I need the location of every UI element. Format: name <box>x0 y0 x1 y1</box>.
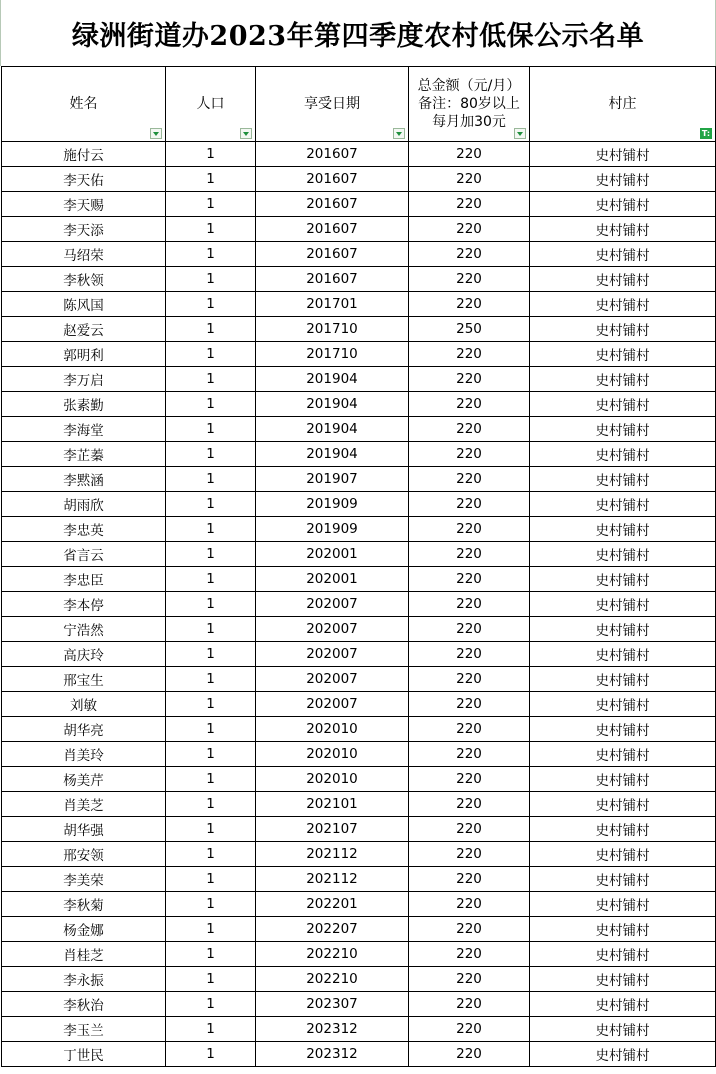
cell-name[interactable]: 高庆玲 <box>2 642 166 667</box>
cell-amount[interactable]: 220 <box>409 717 530 742</box>
table-row <box>2 242 716 267</box>
cell-village[interactable]: 史村铺村 <box>530 792 716 817</box>
dropdown-arrow-icon <box>153 132 159 136</box>
cell-population[interactable]: 1 <box>166 392 256 417</box>
cell-village[interactable]: 史村铺村 <box>530 167 716 192</box>
cell-village[interactable]: 史村铺村 <box>530 267 716 292</box>
table-row <box>2 442 716 467</box>
cell-start-date[interactable]: 201909 <box>256 517 409 542</box>
cell-name[interactable]: 省言云 <box>2 542 166 567</box>
cell-amount[interactable]: 220 <box>409 767 530 792</box>
cell-village[interactable]: 史村铺村 <box>530 617 716 642</box>
cell-name[interactable]: 肖桂芝 <box>2 942 166 967</box>
cell-start-date[interactable]: 202201 <box>256 892 409 917</box>
column-header-label: 享受日期 <box>304 96 360 112</box>
cell-name[interactable]: 李忠臣 <box>2 567 166 592</box>
cell-amount[interactable]: 220 <box>409 1017 530 1042</box>
cell-amount[interactable]: 220 <box>409 742 530 767</box>
cell-population[interactable]: 1 <box>166 492 256 517</box>
table-row <box>2 642 716 667</box>
cell-amount[interactable]: 220 <box>409 942 530 967</box>
cell-name[interactable]: 李秋领 <box>2 267 166 292</box>
cell-start-date[interactable]: 202112 <box>256 867 409 892</box>
cell-amount[interactable]: 220 <box>409 417 530 442</box>
cell-amount[interactable]: 220 <box>409 217 530 242</box>
cell-name[interactable]: 李本停 <box>2 592 166 617</box>
cell-start-date[interactable]: 201701 <box>256 292 409 317</box>
cell-amount[interactable]: 220 <box>409 167 530 192</box>
table-row <box>2 792 716 817</box>
cell-start-date[interactable]: 201607 <box>256 217 409 242</box>
cell-population[interactable]: 1 <box>166 542 256 567</box>
cell-village[interactable]: 史村铺村 <box>530 967 716 992</box>
cell-population[interactable]: 1 <box>166 567 256 592</box>
table-row <box>2 342 716 367</box>
cell-amount[interactable]: 250 <box>409 317 530 342</box>
table-row <box>2 492 716 517</box>
cell-name[interactable]: 李万启 <box>2 367 166 392</box>
cell-name[interactable]: 李玉兰 <box>2 1017 166 1042</box>
cell-start-date[interactable]: 201907 <box>256 467 409 492</box>
cell-village[interactable]: 史村铺村 <box>530 417 716 442</box>
column-header-amount <box>409 67 530 142</box>
cell-amount[interactable]: 220 <box>409 442 530 467</box>
cell-amount[interactable]: 220 <box>409 142 530 167</box>
cell-amount[interactable]: 220 <box>409 292 530 317</box>
cell-village[interactable]: 史村铺村 <box>530 567 716 592</box>
table-row <box>2 392 716 417</box>
cell-amount[interactable]: 220 <box>409 617 530 642</box>
table-row <box>2 1042 716 1067</box>
cell-village[interactable]: 史村铺村 <box>530 242 716 267</box>
dropdown-arrow-icon <box>243 132 249 136</box>
cell-name[interactable]: 李芷蓁 <box>2 442 166 467</box>
filter-dropdown-start-date[interactable] <box>393 128 405 139</box>
cell-population[interactable]: 1 <box>166 167 256 192</box>
cell-population[interactable]: 1 <box>166 467 256 492</box>
table-row <box>2 142 716 167</box>
column-header-label: 村庄 <box>608 96 637 112</box>
cell-village[interactable]: 史村铺村 <box>530 517 716 542</box>
cell-start-date[interactable]: 201607 <box>256 167 409 192</box>
cell-village[interactable]: 史村铺村 <box>530 642 716 667</box>
table-row <box>2 317 716 342</box>
cell-amount[interactable]: 220 <box>409 467 530 492</box>
cell-population[interactable]: 1 <box>166 142 256 167</box>
column-header-label-line3: 每月加30元 <box>432 114 506 130</box>
cell-start-date[interactable]: 201909 <box>256 492 409 517</box>
table-row <box>2 292 716 317</box>
cell-population[interactable]: 1 <box>166 342 256 367</box>
cell-population[interactable]: 1 <box>166 892 256 917</box>
cell-population[interactable]: 1 <box>166 292 256 317</box>
cell-village[interactable]: 史村铺村 <box>530 842 716 867</box>
cell-start-date[interactable]: 202307 <box>256 992 409 1017</box>
table-row <box>2 917 716 942</box>
filter-dropdown-amount[interactable] <box>514 128 526 139</box>
table-row <box>2 967 716 992</box>
cell-start-date[interactable]: 202007 <box>256 667 409 692</box>
cell-amount[interactable]: 220 <box>409 192 530 217</box>
cell-start-date[interactable]: 202112 <box>256 842 409 867</box>
table-row <box>2 717 716 742</box>
table-row <box>2 867 716 892</box>
cell-amount[interactable]: 220 <box>409 892 530 917</box>
cell-start-date[interactable]: 202010 <box>256 717 409 742</box>
cell-population[interactable]: 1 <box>166 692 256 717</box>
cell-amount[interactable]: 220 <box>409 692 530 717</box>
cell-start-date[interactable]: 202007 <box>256 592 409 617</box>
cell-start-date[interactable]: 202007 <box>256 692 409 717</box>
cell-name[interactable]: 肖美玲 <box>2 742 166 767</box>
cell-start-date[interactable]: 201710 <box>256 317 409 342</box>
cell-start-date[interactable]: 201904 <box>256 442 409 467</box>
cell-population[interactable]: 1 <box>166 942 256 967</box>
table-row <box>2 667 716 692</box>
cell-name[interactable]: 李天添 <box>2 217 166 242</box>
table-row <box>2 817 716 842</box>
table-row <box>2 267 716 292</box>
cell-amount[interactable]: 220 <box>409 642 530 667</box>
cell-start-date[interactable]: 202001 <box>256 567 409 592</box>
cell-population[interactable]: 1 <box>166 867 256 892</box>
cell-start-date[interactable]: 201607 <box>256 242 409 267</box>
cell-name[interactable]: 邢安领 <box>2 842 166 867</box>
table-row <box>2 742 716 767</box>
cell-population[interactable]: 1 <box>166 767 256 792</box>
cell-name[interactable]: 赵爱云 <box>2 317 166 342</box>
cell-name[interactable]: 李秋治 <box>2 992 166 1017</box>
table-row <box>2 1017 716 1042</box>
table-row <box>2 542 716 567</box>
cell-amount[interactable]: 220 <box>409 242 530 267</box>
cell-population[interactable]: 1 <box>166 517 256 542</box>
cell-start-date[interactable]: 201710 <box>256 342 409 367</box>
cell-name[interactable]: 郭明利 <box>2 342 166 367</box>
cell-name[interactable]: 李美荣 <box>2 867 166 892</box>
column-header-label-line1: 总金额（元/月） <box>417 78 521 94</box>
table-row <box>2 592 716 617</box>
cell-population[interactable]: 1 <box>166 917 256 942</box>
cell-amount[interactable]: 220 <box>409 842 530 867</box>
column-header-label-line2: 备注：80岁以上 <box>418 96 520 112</box>
table-row <box>2 892 716 917</box>
cell-village[interactable]: 史村铺村 <box>530 742 716 767</box>
cell-population[interactable]: 1 <box>166 792 256 817</box>
cell-amount[interactable]: 220 <box>409 542 530 567</box>
cell-name[interactable]: 李忠英 <box>2 517 166 542</box>
cell-village[interactable]: 史村铺村 <box>530 542 716 567</box>
cell-amount[interactable]: 220 <box>409 592 530 617</box>
cell-village[interactable]: 史村铺村 <box>530 367 716 392</box>
cell-amount[interactable]: 220 <box>409 517 530 542</box>
cell-name[interactable]: 杨美芹 <box>2 767 166 792</box>
cell-village[interactable]: 史村铺村 <box>530 767 716 792</box>
cell-amount[interactable]: 220 <box>409 492 530 517</box>
cell-amount[interactable]: 220 <box>409 1042 530 1067</box>
cell-start-date[interactable]: 201607 <box>256 267 409 292</box>
cell-name[interactable]: 李天佑 <box>2 167 166 192</box>
cell-name[interactable]: 胡华强 <box>2 817 166 842</box>
filter-dropdown-name[interactable] <box>150 128 162 139</box>
table-row <box>2 767 716 792</box>
filter-active-icon: T: <box>701 128 711 138</box>
cell-amount[interactable]: 220 <box>409 367 530 392</box>
cell-population[interactable]: 1 <box>166 417 256 442</box>
table-row <box>2 692 716 717</box>
cell-start-date[interactable]: 202107 <box>256 817 409 842</box>
cell-population[interactable]: 1 <box>166 642 256 667</box>
cell-start-date[interactable]: 202007 <box>256 617 409 642</box>
cell-population[interactable]: 1 <box>166 442 256 467</box>
cell-amount[interactable]: 220 <box>409 817 530 842</box>
cell-name[interactable]: 杨金娜 <box>2 917 166 942</box>
cell-population[interactable]: 1 <box>166 1042 256 1067</box>
cell-amount[interactable]: 220 <box>409 792 530 817</box>
cell-village[interactable]: 史村铺村 <box>530 217 716 242</box>
column-header-label: 姓名 <box>69 96 98 112</box>
cell-population[interactable]: 1 <box>166 842 256 867</box>
cell-name[interactable]: 施付云 <box>2 142 166 167</box>
cell-name[interactable]: 李海堂 <box>2 417 166 442</box>
cell-name[interactable]: 宁浩然 <box>2 617 166 642</box>
filter-dropdown-population[interactable] <box>240 128 252 139</box>
cell-population[interactable]: 1 <box>166 992 256 1017</box>
cell-name[interactable]: 胡雨欣 <box>2 492 166 517</box>
cell-amount[interactable]: 220 <box>409 392 530 417</box>
cell-village[interactable]: 史村铺村 <box>530 817 716 842</box>
table-row <box>2 942 716 967</box>
dropdown-arrow-icon <box>517 132 523 136</box>
cell-amount[interactable]: 220 <box>409 567 530 592</box>
cell-village[interactable]: 史村铺村 <box>530 592 716 617</box>
cell-start-date[interactable]: 202210 <box>256 967 409 992</box>
cell-population[interactable]: 1 <box>166 317 256 342</box>
column-header-label: 人口 <box>196 96 225 112</box>
cell-name[interactable]: 李黙涵 <box>2 467 166 492</box>
cell-start-date[interactable]: 201904 <box>256 367 409 392</box>
table-row <box>2 217 716 242</box>
cell-village[interactable]: 史村铺村 <box>530 1042 716 1067</box>
cell-village[interactable]: 史村铺村 <box>530 317 716 342</box>
cell-start-date[interactable]: 202312 <box>256 1017 409 1042</box>
cell-village[interactable]: 史村铺村 <box>530 392 716 417</box>
cell-village[interactable]: 史村铺村 <box>530 192 716 217</box>
table-row <box>2 192 716 217</box>
cell-village[interactable]: 史村铺村 <box>530 667 716 692</box>
cell-village[interactable]: 史村铺村 <box>530 892 716 917</box>
cell-population[interactable]: 1 <box>166 817 256 842</box>
cell-population[interactable]: 1 <box>166 1017 256 1042</box>
cell-village[interactable]: 史村铺村 <box>530 992 716 1017</box>
cell-amount[interactable]: 220 <box>409 867 530 892</box>
cell-amount[interactable]: 220 <box>409 267 530 292</box>
column-header-start-date <box>256 67 409 142</box>
cell-amount[interactable]: 220 <box>409 917 530 942</box>
column-header-village <box>530 67 716 142</box>
cell-start-date[interactable]: 202010 <box>256 767 409 792</box>
header-row <box>2 67 716 142</box>
table-row <box>2 417 716 442</box>
cell-amount[interactable]: 220 <box>409 667 530 692</box>
cell-population[interactable]: 1 <box>166 242 256 267</box>
cell-start-date[interactable]: 202007 <box>256 642 409 667</box>
cell-village[interactable]: 史村铺村 <box>530 717 716 742</box>
cell-name[interactable]: 肖美芝 <box>2 792 166 817</box>
cell-population[interactable]: 1 <box>166 617 256 642</box>
cell-village[interactable]: 史村铺村 <box>530 292 716 317</box>
cell-start-date[interactable]: 201904 <box>256 392 409 417</box>
cell-village[interactable]: 史村铺村 <box>530 917 716 942</box>
cell-population[interactable]: 1 <box>166 217 256 242</box>
cell-start-date[interactable]: 202312 <box>256 1042 409 1067</box>
table-row <box>2 167 716 192</box>
cell-village[interactable]: 史村铺村 <box>530 342 716 367</box>
column-header-name <box>2 67 166 142</box>
cell-population[interactable]: 1 <box>166 267 256 292</box>
cell-name[interactable]: 李永振 <box>2 967 166 992</box>
cell-population[interactable]: 1 <box>166 367 256 392</box>
cell-name[interactable]: 马绍荣 <box>2 242 166 267</box>
cell-population[interactable]: 1 <box>166 192 256 217</box>
cell-start-date[interactable]: 201607 <box>256 142 409 167</box>
cell-name[interactable]: 邢宝生 <box>2 667 166 692</box>
cell-population[interactable]: 1 <box>166 742 256 767</box>
cell-name[interactable]: 张素勤 <box>2 392 166 417</box>
roster-table <box>1 66 716 1067</box>
cell-name[interactable]: 胡华亮 <box>2 717 166 742</box>
cell-start-date[interactable]: 202210 <box>256 942 409 967</box>
cell-population[interactable]: 1 <box>166 717 256 742</box>
table-row <box>2 842 716 867</box>
cell-start-date[interactable]: 201607 <box>256 192 409 217</box>
cell-start-date[interactable]: 202001 <box>256 542 409 567</box>
cell-start-date[interactable]: 202101 <box>256 792 409 817</box>
cell-village[interactable]: 史村铺村 <box>530 467 716 492</box>
table-row <box>2 517 716 542</box>
cell-village[interactable]: 史村铺村 <box>530 867 716 892</box>
cell-population[interactable]: 1 <box>166 967 256 992</box>
table-row <box>2 467 716 492</box>
table-body <box>2 142 716 1067</box>
cell-village[interactable]: 史村铺村 <box>530 142 716 167</box>
cell-amount[interactable]: 220 <box>409 992 530 1017</box>
cell-name[interactable]: 李天赐 <box>2 192 166 217</box>
table-row <box>2 992 716 1017</box>
cell-name[interactable]: 刘敏 <box>2 692 166 717</box>
cell-population[interactable]: 1 <box>166 592 256 617</box>
filter-dropdown-village[interactable] <box>700 128 712 139</box>
dropdown-arrow-icon <box>396 132 402 136</box>
cell-name[interactable]: 丁世民 <box>2 1042 166 1067</box>
cell-village[interactable]: 史村铺村 <box>530 442 716 467</box>
cell-village[interactable]: 史村铺村 <box>530 692 716 717</box>
sheet-title: 绿洲街道办2023年第四季度农村低保公示名单 <box>0 0 716 66</box>
cell-amount[interactable]: 220 <box>409 967 530 992</box>
cell-village[interactable]: 史村铺村 <box>530 492 716 517</box>
cell-start-date[interactable]: 201904 <box>256 417 409 442</box>
cell-amount[interactable]: 220 <box>409 342 530 367</box>
cell-start-date[interactable]: 202207 <box>256 917 409 942</box>
cell-village[interactable]: 史村铺村 <box>530 942 716 967</box>
table-row <box>2 367 716 392</box>
cell-population[interactable]: 1 <box>166 667 256 692</box>
table-row <box>2 617 716 642</box>
cell-village[interactable]: 史村铺村 <box>530 1017 716 1042</box>
column-header-population <box>166 67 256 142</box>
cell-name[interactable]: 李秋菊 <box>2 892 166 917</box>
table-row <box>2 567 716 592</box>
cell-start-date[interactable]: 202010 <box>256 742 409 767</box>
cell-name[interactable]: 陈风国 <box>2 292 166 317</box>
